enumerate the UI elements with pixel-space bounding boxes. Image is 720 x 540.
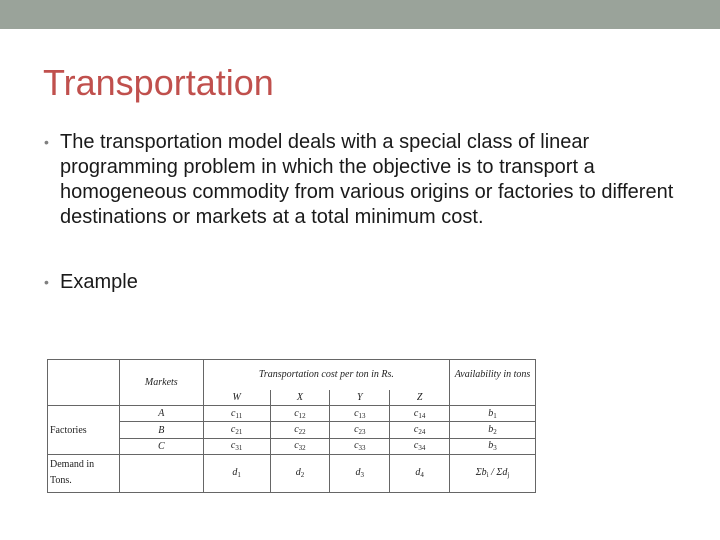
demand-label-line2: Tons. bbox=[50, 475, 72, 487]
bullet-item bbox=[44, 130, 684, 230]
markets-header: Markets bbox=[119, 360, 203, 406]
transportation-table bbox=[47, 359, 536, 493]
table-row bbox=[48, 438, 536, 454]
availability-header: Availability in tons bbox=[450, 360, 536, 390]
column-header-x: X bbox=[270, 390, 330, 406]
cost-cell: $c_{33}$ bbox=[330, 438, 390, 454]
bullet-item bbox=[44, 270, 684, 295]
table-row bbox=[48, 422, 536, 438]
demand-d1: $d_1$ bbox=[203, 454, 270, 492]
factory-name: B bbox=[119, 422, 203, 438]
factory-name: C bbox=[119, 438, 203, 454]
cost-cell: $c_{11}$ bbox=[203, 406, 270, 422]
table-row bbox=[48, 406, 536, 422]
bullet-text: Example bbox=[60, 271, 138, 293]
cost-cell: $c_{12}$ bbox=[270, 406, 330, 422]
cost-cell: $c_{24}$ bbox=[390, 422, 450, 438]
availability-cell: $b_3$ bbox=[450, 438, 536, 454]
column-header-w: W bbox=[203, 390, 270, 406]
top-accent-bar bbox=[0, 0, 720, 29]
column-header-z: Z bbox=[390, 390, 450, 406]
slide-title: Transportation bbox=[43, 62, 274, 103]
availability-cell: $b_1$ bbox=[450, 406, 536, 422]
factories-label: Factories bbox=[48, 406, 120, 454]
bullet-list bbox=[44, 130, 684, 295]
column-header-y: Y bbox=[330, 390, 390, 406]
availability-cell: $b_2$ bbox=[450, 422, 536, 438]
demand-label-line1: Demand in bbox=[50, 459, 95, 471]
cost-cell: $c_{14}$ bbox=[390, 406, 450, 422]
cost-cell: $c_{13}$ bbox=[330, 406, 390, 422]
total-balance-cell: $\Sigma b_i / \Sigma d_j$ bbox=[450, 454, 536, 492]
cost-cell: $c_{22}$ bbox=[270, 422, 330, 438]
demand-empty-cell bbox=[119, 454, 203, 492]
cost-cell: $c_{23}$ bbox=[330, 422, 390, 438]
bullet-dot-icon: • bbox=[44, 134, 49, 150]
cost-header: Transportation cost per ton in Rs. bbox=[203, 360, 449, 390]
cost-cell: $c_{32}$ bbox=[270, 438, 330, 454]
demand-d4: $d_4$ bbox=[390, 454, 450, 492]
cost-cell: $c_{34}$ bbox=[390, 438, 450, 454]
demand-d2: $d_2$ bbox=[270, 454, 330, 492]
availability-header-cell bbox=[450, 390, 536, 406]
bullet-dot-icon: • bbox=[44, 274, 49, 290]
demand-label-cell bbox=[48, 454, 120, 492]
demand-d3: $d_3$ bbox=[330, 454, 390, 492]
table-corner-cell bbox=[48, 360, 120, 406]
factory-name: A bbox=[119, 406, 203, 422]
cost-cell: $c_{21}$ bbox=[203, 422, 270, 438]
cost-cell: $c_{31}$ bbox=[203, 438, 270, 454]
bullet-text: The transportation model deals with a special class of linear programming problem in which the objective is to transport a homogeneous commodity from various origins or factories to different destinations or markets at a total minimum cost. bbox=[60, 131, 674, 228]
